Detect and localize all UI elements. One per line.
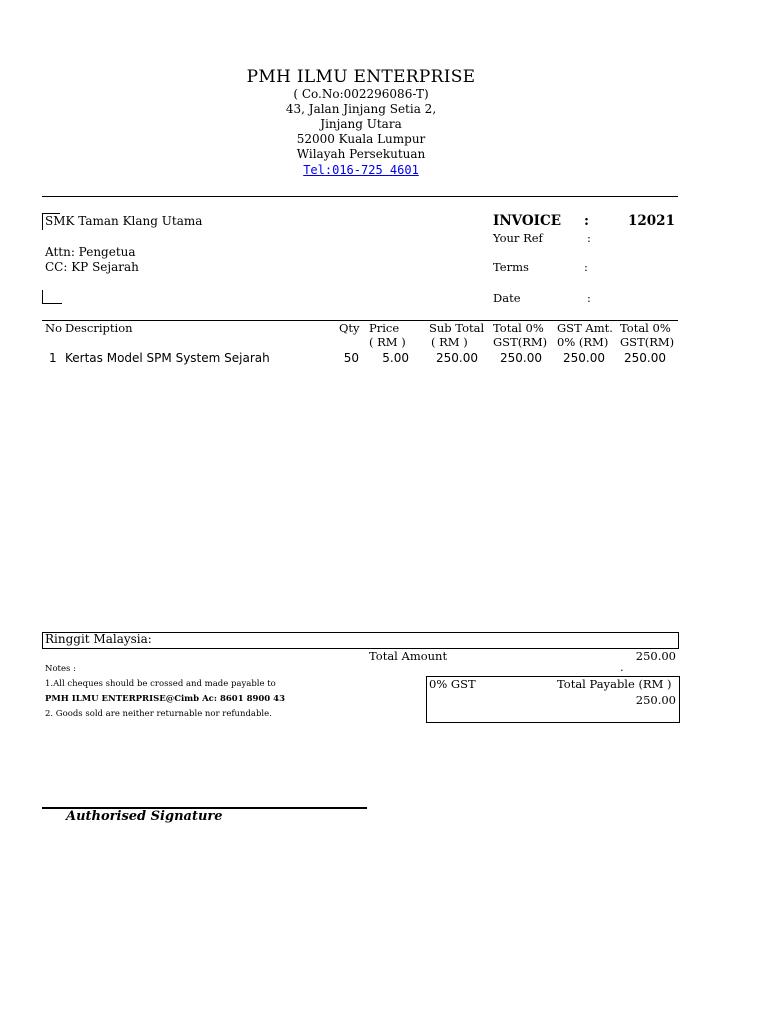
col-gstamt-unit: 0% (RM) [557, 335, 609, 349]
total-amount-label: Total Amount [369, 649, 448, 663]
terms-label: Terms [493, 260, 529, 274]
address-line-1: 43, Jalan Jinjang Setia 2, [285, 102, 437, 116]
billto-attn: Attn: Pengetua [45, 245, 136, 259]
total-amount-dot: . [620, 660, 624, 674]
row-description: Kertas Model SPM System Sejarah [65, 351, 270, 365]
col-no-header: No [45, 321, 62, 335]
note-cheques: 1.All cheques should be crossed and made payable to [45, 679, 276, 689]
company-tel-link[interactable]: Tel:016-725 4601 [303, 163, 419, 177]
invoice-number: 12021 [628, 213, 675, 229]
invoice-title: INVOICE [493, 213, 562, 229]
row-total-0-gst: 250.00 [500, 351, 542, 365]
billto-bracket-top [42, 213, 43, 230]
total-payable-label: Total Payable (RM ) [557, 677, 672, 691]
billto-bracket-bottom-h [42, 303, 62, 304]
your-ref-label: Your Ref [493, 231, 543, 245]
row-no: 1 [49, 351, 57, 365]
total-amount-value: 250.00 [635, 649, 676, 663]
col-subtotal-header: Sub Total [429, 321, 485, 335]
col-total-unit: GST(RM) [620, 335, 675, 349]
header-divider [42, 196, 678, 197]
billto-bracket-bottom [42, 290, 43, 304]
col-description-header: Description [65, 321, 133, 335]
date-label: Date [493, 291, 521, 305]
col-total0-unit: GST(RM) [493, 335, 548, 349]
col-subtotal-unit: ( RM ) [431, 335, 468, 349]
authorised-signature-label: Authorised Signature [66, 809, 223, 824]
address-line-3: 52000 Kuala Lumpur [296, 132, 426, 146]
col-gstamt-header: GST Amt. [557, 321, 613, 335]
note-goods-sold: 2. Goods sold are neither returnable nor refundable. [45, 709, 272, 719]
row-subtotal: 250.00 [436, 351, 478, 365]
col-qty-header: Qty [339, 321, 360, 335]
row-total: 250.00 [624, 351, 666, 365]
invoice-title-colon: : [584, 213, 589, 229]
row-qty: 50 [343, 351, 359, 365]
row-price: 5.00 [382, 351, 409, 365]
row-gst-amt: 250.00 [563, 351, 605, 365]
note-bank-account: PMH ILMU ENTERPRISE@Cimb Ac: 8601 8900 43 [45, 694, 286, 704]
company-name: PMH ILMU ENTERPRISE [246, 67, 476, 87]
ringgit-label: Ringgit Malaysia: [45, 632, 152, 646]
col-total0-header: Total 0% [493, 321, 544, 335]
your-ref-colon: : [587, 231, 591, 245]
company-reg-no: ( Co.No:002296086-T) [293, 87, 429, 101]
date-colon: : [587, 291, 591, 305]
address-line-4: Wilayah Persekutuan [296, 147, 426, 161]
address-line-2: Jinjang Utara [320, 117, 402, 131]
terms-colon: : [584, 260, 588, 274]
billto-cc: CC: KP Sejarah [45, 260, 139, 274]
total-payable-value: 250.00 [635, 693, 676, 707]
notes-title: Notes : [45, 664, 76, 674]
col-price-unit: ( RM ) [369, 335, 406, 349]
col-total-header: Total 0% [620, 321, 671, 335]
gst-label: 0% GST [429, 677, 476, 691]
col-price-header: Price [369, 321, 400, 335]
billto-name: SMK Taman Klang Utama [45, 214, 203, 228]
